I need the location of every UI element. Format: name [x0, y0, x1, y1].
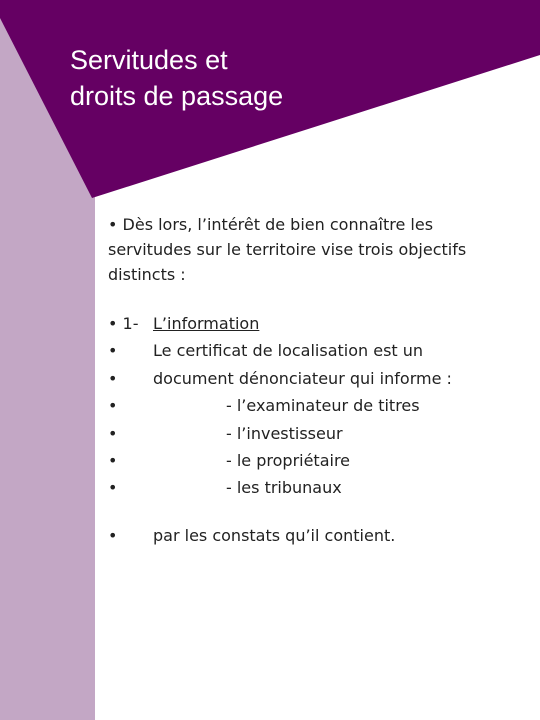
objectives-list — [108, 310, 508, 549]
list-item — [108, 392, 508, 419]
item-text: - l’examinateur de titres — [226, 396, 420, 416]
item-text: Le certificat de localisation est un — [153, 341, 424, 361]
list-item — [108, 310, 508, 337]
list-item — [108, 337, 508, 364]
item-text: document dénonciateur qui informe : — [153, 368, 452, 388]
list-item — [108, 474, 508, 501]
list-item — [108, 522, 508, 549]
page-title — [70, 42, 283, 114]
bullet-marker: • — [108, 450, 118, 470]
item-text: - les tribunaux — [226, 478, 342, 498]
intro-paragraph: • Dès lors, l’intérêt de bien connaître les servitudes sur le territoire vise trois objectifs distincts : — [108, 215, 467, 284]
item-text: - le propriétaire — [226, 450, 351, 470]
list-item — [108, 420, 508, 447]
item-text: - l’investisseur — [226, 423, 343, 443]
bullet-marker: • — [108, 368, 118, 388]
title-line-2: droits de passage — [70, 81, 284, 111]
bullet-marker: • — [108, 478, 118, 498]
item-text: par les constats qu’il contient. — [153, 525, 396, 545]
title-line-1: Servitudes et — [70, 45, 228, 75]
item-marker: • 1- — [108, 314, 139, 333]
bullet-marker: • — [108, 396, 118, 416]
bullet-marker: • — [108, 525, 118, 545]
bullet-marker: • — [108, 423, 118, 443]
list-item — [108, 447, 508, 474]
bullet-marker: • — [108, 341, 118, 361]
item-heading: L’information — [153, 314, 260, 333]
list-item — [108, 365, 508, 392]
